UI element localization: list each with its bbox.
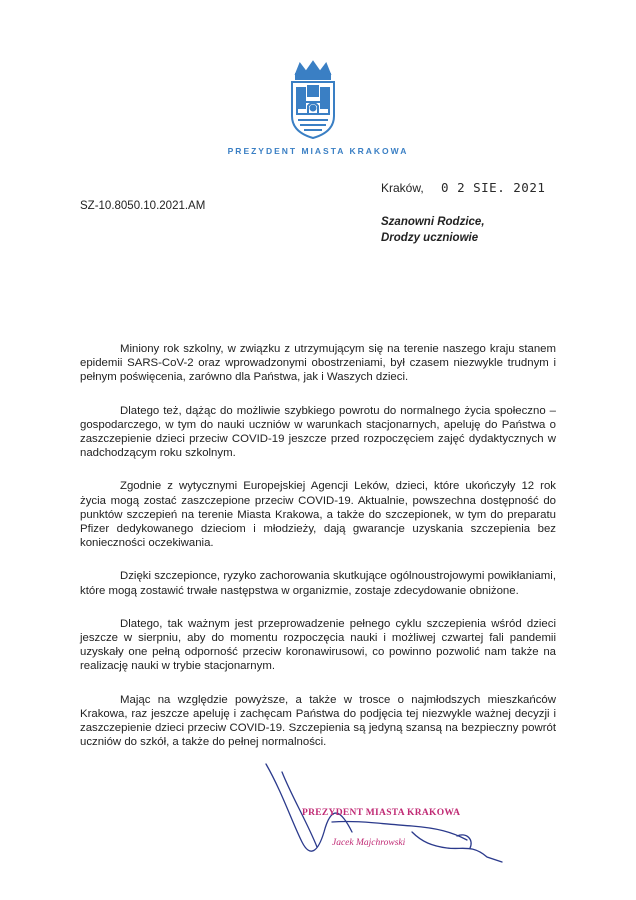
body-paragraph: Zgodnie z wytycznymi Europejskiej Agencji Leków, dzieci, które ukończyły 12 rok życia mogą zostać zaszczepione przeciw COVID-19. Aktualnie, powszechna dostępność do punktów szczepień na terenie Miasta Krakowa, a także do szczepionek, w tym do preparatu Pfizer dedykowanego dzieciom i młodzieży, dają gwarancje uzyskania szczepienia bez konieczności oczekiwania. — [80, 480, 556, 550]
salutation-line-2: Drodzy uczniowie — [381, 232, 479, 244]
reference-number: SZ-10.8050.10.2021.AM — [80, 200, 206, 212]
krakow-coat-of-arms-icon — [288, 60, 338, 140]
date-city: Kraków, — [381, 181, 424, 195]
salutation-line-1: Szanowni Rodzice, — [381, 216, 485, 228]
letter-body — [80, 342, 556, 768]
salutation — [381, 214, 485, 246]
date-stamp: 0 2 SIE. 2021 — [441, 180, 546, 195]
body-paragraph: Dlatego, tak ważnym jest przeprowadzenie pełnego cyklu szczepienia wśród dzieci jeszcze w sierpniu, aby do momentu rozpoczęcia nauki i możliwej czwartej fali pandemii uzyskały one pełną odporność przeciw koronawirusowi, co powinno pozwolić nam także na realizację nauki w trybie stacjonarnym. — [80, 617, 556, 673]
body-paragraph: Mając na względzie powyższe, a także w trosce o najmłodszych mieszkańców Krakowa, raz jeszcze apeluję i zachęcam Państwa do podjęcia tej niezwykle ważnej decyzji i zaszczepienie dzieci przeciw COVID-19. Szczepienia są jedyną szansą na bezpieczny powrót uczniów do szkół, a także do pełnej normalności. — [80, 693, 556, 749]
body-paragraph: Dlatego też, dążąc do możliwie szybkiego powrotu do normalnego życia społeczno – gospodarczego, w tym do nauki uczniów w warunkach stacjonarnych, apeluję do Państwa o zaszczepienie dzieci przeciw COVID-19 jeszcze przed rozpoczęciem zajęć dydaktycznych w nadchodzącym roku szkolnym. — [80, 404, 556, 460]
body-paragraph: Miniony rok szkolny, w związku z utrzymującym się na terenie naszego kraju stanem epidemii SARS-CoV-2 oraz wprowadzonymi obostrzeniami, był czasem niezwykle trudnym i pełnym poświęcenia, zarówno dla Państwa, jak i Waszych dzieci. — [80, 343, 556, 384]
signature-stamp-name: Jacek Majchrowski — [332, 838, 406, 848]
date-line — [381, 180, 545, 195]
signature-stamp-title: PREZYDENT MIASTA KRAKOWA — [302, 808, 461, 818]
body-paragraph: Dzięki szczepionce, ryzyko zachorowania skutkujące ogólnoustrojowymi powikłaniami, które mogą zostawić trwałe następstwa w organizmie, zostaje zdecydowanie obniżone. — [80, 570, 556, 597]
office-name: PREZYDENT MIASTA KRAKOWA — [227, 146, 409, 156]
